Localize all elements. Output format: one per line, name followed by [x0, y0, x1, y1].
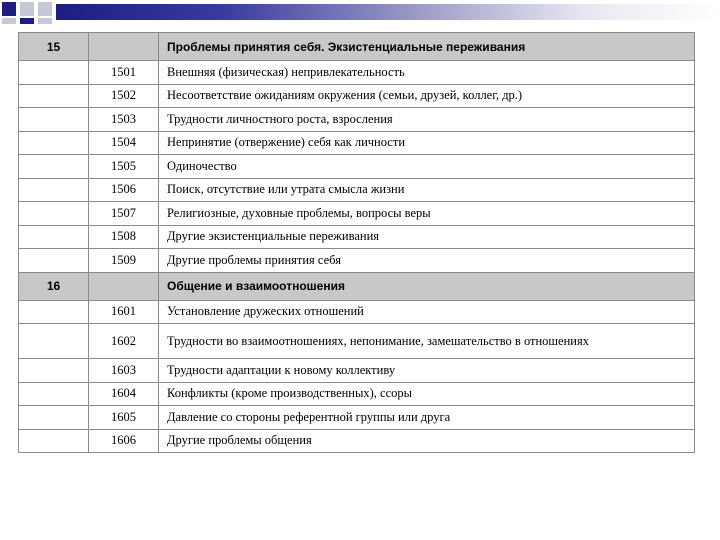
empty-cell [19, 406, 89, 430]
table-row [19, 131, 695, 155]
empty-cell [19, 359, 89, 383]
empty-cell [19, 249, 89, 273]
decor-square [20, 18, 34, 24]
item-text: Религиозные, духовные проблемы, вопросы веры [159, 202, 695, 226]
empty-cell [89, 33, 159, 61]
table-row [19, 178, 695, 202]
item-text: Трудности адаптации к новому коллективу [159, 359, 695, 383]
item-code: 1604 [89, 382, 159, 406]
item-text: Другие проблемы принятия себя [159, 249, 695, 273]
empty-cell [19, 324, 89, 359]
section-number: 15 [19, 33, 89, 61]
item-text: Трудности во взаимоотношениях, непонимание, замешательство в отношениях [159, 324, 695, 359]
table-row [19, 324, 695, 359]
table-row [19, 300, 695, 324]
section-title: Общение и взаимоотношения [159, 272, 695, 300]
section-row [19, 33, 695, 61]
item-code: 1507 [89, 202, 159, 226]
table-row [19, 406, 695, 430]
item-code: 1506 [89, 178, 159, 202]
item-text: Другие экзистенциальные переживания [159, 225, 695, 249]
item-code: 1501 [89, 61, 159, 85]
empty-cell [19, 429, 89, 453]
item-text: Одиночество [159, 155, 695, 179]
item-code: 1503 [89, 108, 159, 132]
gradient-bar [56, 4, 720, 20]
item-code: 1508 [89, 225, 159, 249]
item-text: Другие проблемы общения [159, 429, 695, 453]
decorative-header-strip [0, 0, 720, 24]
item-code: 1602 [89, 324, 159, 359]
decor-square [2, 18, 16, 24]
table-row [19, 202, 695, 226]
table-row [19, 84, 695, 108]
table-row [19, 108, 695, 132]
empty-cell [19, 108, 89, 132]
empty-cell [19, 84, 89, 108]
decor-square [2, 2, 16, 16]
item-code: 1601 [89, 300, 159, 324]
decor-square [20, 2, 34, 16]
item-code: 1505 [89, 155, 159, 179]
problem-codes-table [18, 32, 695, 453]
empty-cell [19, 382, 89, 406]
item-code: 1605 [89, 406, 159, 430]
decor-square [38, 2, 52, 16]
item-text: Давление со стороны референтной группы или друга [159, 406, 695, 430]
empty-cell [19, 131, 89, 155]
item-text: Внешняя (физическая) непривлекательность [159, 61, 695, 85]
table-row [19, 225, 695, 249]
table-row [19, 382, 695, 406]
table-row [19, 249, 695, 273]
item-text: Трудности личностного роста, взросления [159, 108, 695, 132]
item-code: 1509 [89, 249, 159, 273]
item-text: Конфликты (кроме производственных), ссоры [159, 382, 695, 406]
empty-cell [89, 272, 159, 300]
item-text: Установление дружеских отношений [159, 300, 695, 324]
item-text: Поиск, отсутствие или утрата смысла жизни [159, 178, 695, 202]
empty-cell [19, 61, 89, 85]
item-code: 1603 [89, 359, 159, 383]
empty-cell [19, 225, 89, 249]
item-text: Несоответствие ожиданиям окружения (семьи, друзей, коллег, др.) [159, 84, 695, 108]
empty-cell [19, 300, 89, 324]
table-row [19, 359, 695, 383]
empty-cell [19, 155, 89, 179]
item-text: Непринятие (отвержение) себя как личности [159, 131, 695, 155]
section-number: 16 [19, 272, 89, 300]
item-code: 1504 [89, 131, 159, 155]
empty-cell [19, 202, 89, 226]
decor-square [38, 18, 52, 24]
table-row [19, 61, 695, 85]
item-code: 1606 [89, 429, 159, 453]
section-title: Проблемы принятия себя. Экзистенциальные переживания [159, 33, 695, 61]
item-code: 1502 [89, 84, 159, 108]
table-row [19, 429, 695, 453]
empty-cell [19, 178, 89, 202]
section-row [19, 272, 695, 300]
table-row [19, 155, 695, 179]
